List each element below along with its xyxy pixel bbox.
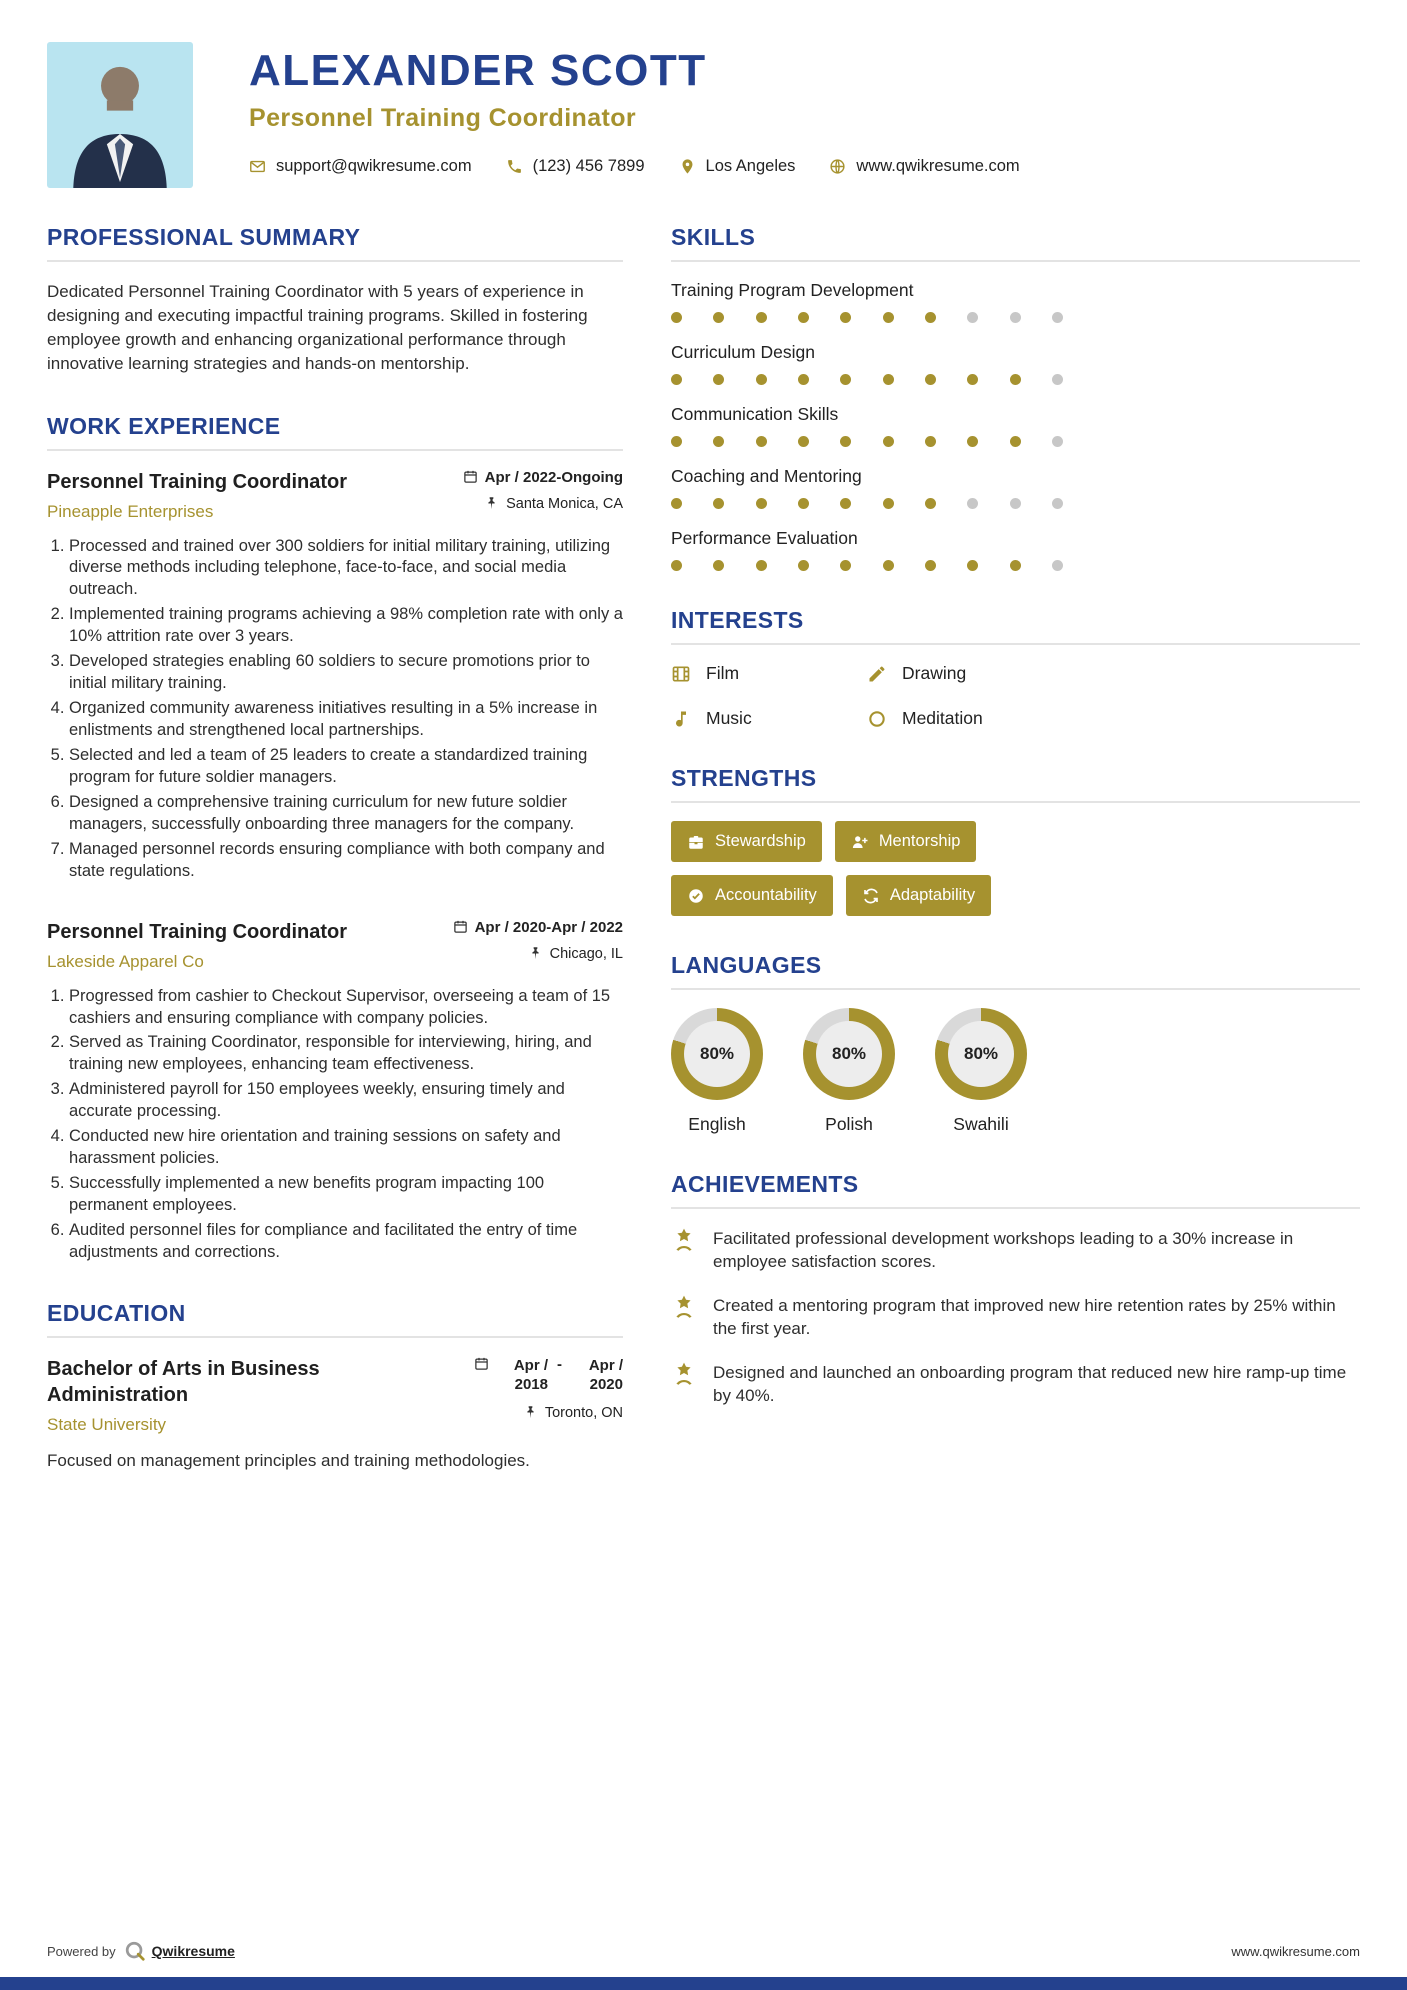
work-heading: WORK EXPERIENCE — [47, 412, 281, 439]
strength-badge — [846, 875, 991, 916]
skill-item — [671, 528, 1360, 571]
skill-dot-filled — [671, 436, 682, 447]
section-divider — [47, 449, 623, 451]
skill-dot-filled — [967, 560, 978, 571]
skill-dots — [671, 436, 1063, 447]
job-bullet: 3. Administered payroll for 150 employees weekly, ensuring timely and accurate processing. — [69, 1079, 623, 1123]
calendar-icon — [474, 1356, 489, 1371]
language-percent: 80% — [816, 1021, 882, 1087]
interest-item — [867, 708, 1360, 729]
skill-dot-filled — [713, 436, 724, 447]
education-left — [47, 1356, 407, 1435]
job-bullet: 3. Developed strategies enabling 60 soldiers to secure promotions prior to initial military training. — [69, 651, 623, 695]
section-divider — [671, 643, 1360, 645]
interest-item — [671, 708, 867, 729]
job-company: Pineapple Enterprises — [47, 501, 214, 521]
contact-email-text: support@qwikresume.com — [276, 157, 472, 175]
interest-item — [671, 663, 867, 684]
section-divider — [671, 801, 1360, 803]
job-title: Personnel Training Coordinator — [47, 470, 348, 493]
interests-heading: INTERESTS — [671, 607, 804, 633]
skill-dot-empty — [967, 312, 978, 323]
job-company: Lakeside Apparel Co — [47, 951, 204, 971]
languages-list — [671, 1008, 1360, 1135]
pushpin-icon — [523, 1405, 538, 1420]
right-column — [671, 224, 1360, 1509]
person-name: ALEXANDER SCOTT — [249, 46, 707, 95]
job-bullets — [47, 986, 623, 1264]
skill-dot-filled — [925, 312, 936, 323]
contact-location-text: Los Angeles — [705, 157, 796, 175]
skill-dot-filled — [713, 498, 724, 509]
section-interests — [671, 607, 1360, 729]
contact-phone-text: (123) 456 7899 — [532, 157, 645, 175]
achievement-item — [671, 1227, 1360, 1274]
date-separator: - — [557, 1355, 562, 1373]
refresh-icon — [862, 887, 880, 905]
strengths-heading: STRENGTHS — [671, 765, 817, 791]
circle-icon — [867, 709, 887, 729]
skill-dot-filled — [967, 374, 978, 385]
contact-phone[interactable] — [506, 157, 645, 176]
contact-website[interactable] — [829, 157, 1019, 176]
job-title: Personnel Training Coordinator — [47, 920, 348, 943]
job-header — [47, 919, 623, 972]
job-left — [47, 469, 347, 522]
job-bullet: 2. Implemented training programs achieving a 98% completion rate with only a 10% attrition rate over 3 years. — [69, 604, 623, 648]
job-dates — [463, 469, 623, 486]
education-heading: EDUCATION — [47, 1299, 186, 1326]
bottom-bar — [0, 1977, 1407, 1990]
skill-dot-filled — [671, 312, 682, 323]
job-dates-text: Apr / 2020-Apr / 2022 — [474, 918, 623, 936]
skills-list — [671, 280, 1360, 571]
job-bullet: 4. Organized community awareness initiatives resulting in a 5% increase in enlistments and strengthened local partnerships. — [69, 698, 623, 742]
skill-dot-empty — [1052, 436, 1063, 447]
calendar-icon — [463, 469, 478, 484]
profile-photo-image — [47, 42, 193, 188]
job-location-text: Santa Monica, CA — [506, 495, 623, 512]
job-location — [453, 946, 623, 962]
summary-heading: PROFESSIONAL SUMMARY — [47, 224, 361, 250]
skill-dot-filled — [798, 312, 809, 323]
music-note-icon — [671, 709, 691, 729]
skill-dot-filled — [798, 498, 809, 509]
skill-dot-filled — [798, 436, 809, 447]
skill-dot-filled — [756, 312, 767, 323]
interest-item — [867, 663, 1360, 684]
section-skills — [671, 224, 1360, 571]
skill-dot-filled — [1010, 374, 1021, 385]
header — [47, 42, 1360, 188]
achievements-heading: ACHIEVEMENTS — [671, 1171, 859, 1197]
header-text — [249, 42, 1054, 176]
languages-heading: LANGUAGES — [671, 952, 822, 978]
section-education — [47, 1300, 623, 1473]
achievement-text: Designed and launched an onboarding program that reduced new hire ramp-up time by 40%. — [713, 1362, 1347, 1406]
skill-dot-filled — [925, 436, 936, 447]
job-bullet: 4. Conducted new hire orientation and training sessions on safety and harassment policies. — [69, 1126, 623, 1170]
profile-photo — [47, 42, 193, 188]
skill-dot-filled — [967, 436, 978, 447]
footer — [47, 1940, 1360, 1962]
achievement-item — [671, 1361, 1360, 1408]
education-date-start: Apr / 2018 — [513, 1356, 548, 1394]
job-bullet: 5. Successfully implemented a new benefits program impacting 100 permanent employees. — [69, 1173, 623, 1217]
award-icon — [671, 1361, 697, 1387]
skill-dot-filled — [925, 560, 936, 571]
strength-badge — [671, 821, 822, 862]
section-divider — [671, 260, 1360, 262]
powered-by-label: Powered by — [47, 1943, 116, 1959]
content-columns — [47, 224, 1360, 1509]
language-name: English — [688, 1114, 746, 1134]
qwikresume-logo-icon — [124, 1940, 146, 1962]
achievements-list — [671, 1227, 1360, 1408]
pushpin-icon — [528, 946, 543, 961]
skill-name: Communication Skills — [671, 404, 839, 424]
job-bullets — [47, 536, 623, 883]
achievement-item — [671, 1294, 1360, 1341]
language-item — [671, 1008, 763, 1135]
language-progress-ring — [671, 1008, 763, 1100]
skill-dot-filled — [840, 498, 851, 509]
contact-location[interactable] — [679, 157, 796, 176]
achievement-text: Facilitated professional development workshops leading to a 30% increase in employee satisfaction scores. — [713, 1229, 1294, 1272]
skill-name: Coaching and Mentoring — [671, 466, 862, 486]
skill-item — [671, 342, 1360, 385]
achievement-text: Created a mentoring program that improved new hire retention rates by 25% within the first year. — [713, 1295, 1336, 1339]
skill-dot-filled — [671, 560, 682, 571]
skill-item — [671, 466, 1360, 509]
section-languages — [671, 952, 1360, 1135]
qwikresume-brand-link[interactable]: Qwikresume — [151, 1943, 235, 1959]
section-achievements — [671, 1171, 1360, 1408]
strength-badge — [835, 821, 977, 862]
education-location-text: Toronto, ON — [544, 1404, 623, 1421]
footer-website: www.qwikresume.com — [1231, 1943, 1360, 1959]
interest-label: Meditation — [902, 708, 983, 728]
skill-dot-filled — [756, 498, 767, 509]
skill-dot-filled — [798, 374, 809, 385]
skill-dot-filled — [925, 498, 936, 509]
job-left — [47, 919, 347, 972]
skill-dot-filled — [798, 560, 809, 571]
award-icon — [671, 1227, 697, 1253]
skill-dot-filled — [883, 498, 894, 509]
skill-dots — [671, 312, 1063, 323]
section-strengths — [671, 765, 1360, 916]
interest-label: Drawing — [902, 663, 967, 683]
language-progress-ring — [803, 1008, 895, 1100]
skill-dot-filled — [756, 436, 767, 447]
job-right — [463, 469, 623, 512]
job-header — [47, 469, 623, 522]
person-plus-icon — [851, 833, 869, 851]
job-location — [463, 496, 623, 512]
email-icon — [249, 158, 266, 175]
skill-dot-filled — [713, 374, 724, 385]
language-name: Swahili — [953, 1114, 1009, 1134]
contact-row — [249, 157, 1054, 176]
calendar-icon — [453, 919, 468, 934]
job-location-text: Chicago, IL — [549, 945, 623, 962]
education-entry — [47, 1356, 623, 1435]
skill-dot-filled — [925, 374, 936, 385]
skill-dots — [671, 560, 1063, 571]
skill-dot-filled — [883, 374, 894, 385]
pushpin-icon — [484, 496, 499, 511]
film-icon — [671, 664, 691, 684]
section-summary — [47, 224, 623, 377]
briefcase-icon — [687, 833, 705, 851]
skill-dot-filled — [756, 374, 767, 385]
skill-dot-filled — [671, 374, 682, 385]
job-bullet: 5. Selected and led a team of 25 leaders to create a standardized training program for future soldier managers. — [69, 745, 623, 789]
skill-name: Performance Evaluation — [671, 528, 858, 548]
section-divider — [47, 260, 623, 262]
section-divider — [47, 1336, 623, 1338]
interest-label: Film — [706, 663, 740, 683]
award-icon — [671, 1294, 697, 1320]
job-bullet: 2. Served as Training Coordinator, responsible for interviewing, hiring, and training new employees, enhancing team effectiveness. — [69, 1032, 623, 1076]
job-bullet: 6. Audited personnel files for compliance and facilitated the entry of time adjustments and corrections. — [69, 1220, 623, 1264]
skill-dot-empty — [967, 498, 978, 509]
skill-dot-empty — [1052, 498, 1063, 509]
skill-dots — [671, 498, 1063, 509]
skill-dot-empty — [1010, 498, 1021, 509]
check-circle-icon — [687, 887, 705, 905]
skills-heading: SKILLS — [671, 224, 756, 250]
section-divider — [671, 1207, 1360, 1209]
phone-icon — [506, 158, 523, 175]
education-dates — [474, 1356, 623, 1395]
skill-dot-empty — [1052, 312, 1063, 323]
language-item — [935, 1008, 1027, 1135]
job-bullet: 1. Progressed from cashier to Checkout Supervisor, overseeing a team of 15 cashiers and ensuring compliance with company policies. — [69, 986, 623, 1030]
left-column — [47, 224, 623, 1509]
section-divider — [671, 988, 1360, 990]
skill-dot-filled — [671, 498, 682, 509]
skill-dot-filled — [713, 560, 724, 571]
education-description: Focused on management principles and training methodologies. — [47, 1450, 530, 1470]
skill-dot-filled — [1010, 436, 1021, 447]
skill-dot-filled — [883, 560, 894, 571]
contact-website-text: www.qwikresume.com — [856, 157, 1020, 175]
skill-dot-filled — [840, 374, 851, 385]
language-percent: 80% — [684, 1021, 750, 1087]
skill-dot-filled — [883, 436, 894, 447]
language-name: Polish — [825, 1114, 873, 1134]
skill-item — [671, 404, 1360, 447]
interests-grid — [671, 663, 1360, 729]
skill-dot-filled — [840, 560, 851, 571]
education-date-end: Apr / 2020 — [588, 1356, 623, 1394]
job-right — [453, 919, 623, 962]
skill-name: Curriculum Design — [671, 342, 815, 362]
education-right — [474, 1356, 623, 1421]
skill-dot-empty — [1052, 374, 1063, 385]
job-dates — [453, 919, 623, 936]
globe-icon — [829, 158, 846, 175]
strength-label: Stewardship — [715, 832, 806, 850]
skill-dot-empty — [1052, 560, 1063, 571]
language-progress-ring — [935, 1008, 1027, 1100]
interest-label: Music — [706, 708, 752, 728]
job-bullet: 1. Processed and trained over 300 soldiers for initial military training, utilizing diverse methods including telephone, face-to-face, and social media outreach. — [69, 536, 623, 602]
strengths-list — [671, 821, 1131, 916]
section-work-experience — [47, 413, 623, 1264]
language-item — [803, 1008, 895, 1135]
school-name: State University — [47, 1414, 167, 1434]
job-entry — [47, 919, 623, 1264]
job-bullet: 7. Managed personnel records ensuring compliance with both company and state regulations. — [69, 839, 623, 883]
language-percent: 80% — [948, 1021, 1014, 1087]
skill-name: Training Program Development — [671, 280, 914, 300]
skill-dot-empty — [1010, 312, 1021, 323]
education-location — [474, 1405, 623, 1421]
job-bullet: 6. Designed a comprehensive training curriculum for new future soldier managers, successfully onboarding three managers for the company. — [69, 792, 623, 836]
skill-dot-filled — [756, 560, 767, 571]
contact-email[interactable] — [249, 157, 472, 176]
strength-label: Mentorship — [878, 832, 961, 850]
skill-item — [671, 280, 1360, 323]
job-dates-text: Apr / 2022-Ongoing — [484, 468, 623, 486]
degree-title: Bachelor of Arts in Business Administration — [47, 1357, 320, 1406]
skill-dot-filled — [840, 312, 851, 323]
strength-label: Adaptability — [889, 886, 976, 904]
skill-dot-filled — [883, 312, 894, 323]
skill-dot-filled — [713, 312, 724, 323]
summary-text: Dedicated Personnel Training Coordinator with 5 years of experience in designing and executing impactful training programs. Skilled in fostering employee growth and enhancing organizational performance through innovative learning strategies and hands-on mentorship. — [47, 282, 588, 374]
pencil-icon — [867, 664, 887, 684]
strength-label: Accountability — [715, 886, 817, 904]
job-entry — [47, 469, 623, 883]
skill-dot-filled — [1010, 560, 1021, 571]
strength-badge — [671, 875, 833, 916]
skill-dots — [671, 374, 1063, 385]
pin-icon — [679, 158, 696, 175]
jobs-list — [47, 469, 623, 1264]
skill-dot-filled — [840, 436, 851, 447]
person-job-title: Personnel Training Coordinator — [249, 104, 637, 132]
